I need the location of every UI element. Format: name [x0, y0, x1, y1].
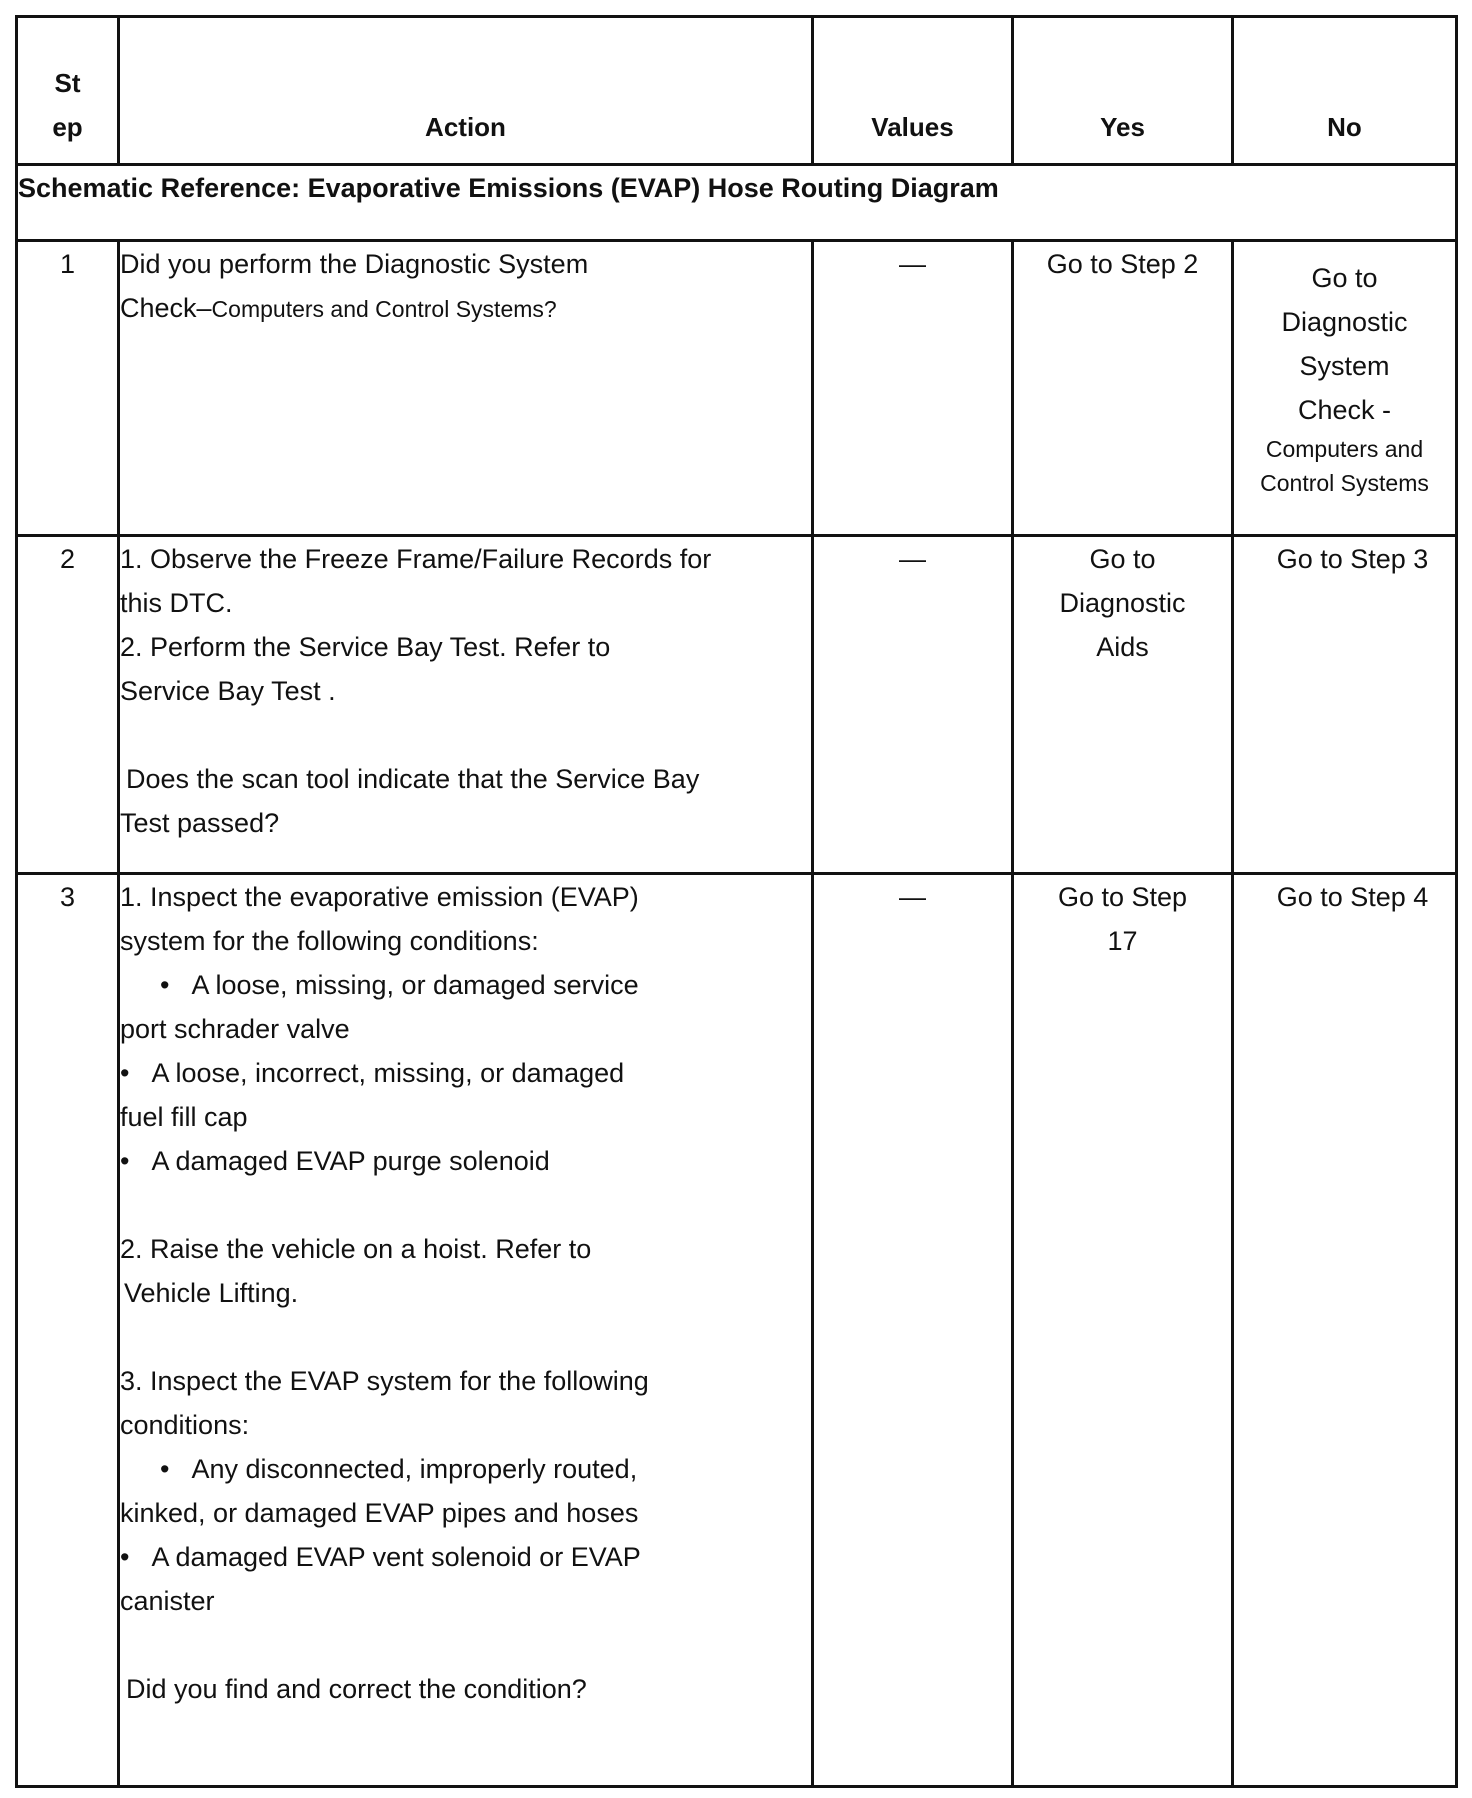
- step-number: 2: [17, 536, 119, 874]
- no-link-line[interactable]: System: [1299, 351, 1390, 381]
- step-values: —: [813, 536, 1013, 874]
- action-line: system for the following conditions:: [120, 926, 539, 956]
- header-step-part2: ep: [52, 112, 83, 142]
- table-row: [17, 241, 1457, 536]
- yes-link[interactable]: Go to Step 2: [1046, 249, 1199, 279]
- action-line: this DTC.: [120, 588, 233, 618]
- no-link-line[interactable]: Computers and: [1265, 436, 1424, 462]
- table-row: [17, 536, 1457, 874]
- action-bullet: • A loose, incorrect, missing, or damaged: [120, 1051, 811, 1095]
- action-line: [120, 286, 811, 330]
- action-link[interactable]: Computers and Control Systems?: [211, 296, 557, 322]
- spacer: [120, 1623, 811, 1667]
- step-number: 1: [17, 241, 119, 536]
- action-line: kinked, or damaged EVAP pipes and hoses: [120, 1498, 639, 1528]
- action-line: 2. Perform the Service Bay Test. Refer to: [120, 632, 611, 662]
- yes-link-line[interactable]: Go to Step: [1057, 882, 1188, 912]
- action-line: canister: [120, 1586, 215, 1616]
- header-step-part1: St: [54, 68, 81, 98]
- action-question: Did you find and correct the condition?: [126, 1674, 587, 1704]
- spacer: [120, 1315, 811, 1359]
- step-action: [119, 874, 813, 1787]
- step-action: [119, 241, 813, 536]
- step-no: [1233, 536, 1457, 874]
- action-line: 2. Raise the vehicle on a hoist. Refer to: [120, 1234, 592, 1264]
- header-step: [17, 17, 119, 165]
- no-link-line[interactable]: Check -: [1297, 395, 1392, 425]
- spacer: [120, 713, 811, 757]
- table-row: [17, 874, 1457, 1787]
- action-line: 1. Observe the Freeze Frame/Failure Records for: [120, 544, 712, 574]
- step-values: —: [813, 241, 1013, 536]
- step-yes: [1013, 536, 1233, 874]
- header-values: Values: [813, 17, 1013, 165]
- header-no: No: [1233, 17, 1457, 165]
- action-bullet: • A damaged EVAP purge solenoid: [120, 1139, 811, 1183]
- header-action: Action: [119, 17, 813, 165]
- action-link[interactable]: Service Bay Test .: [120, 676, 336, 706]
- action-line: Did you perform the Diagnostic System: [120, 249, 589, 279]
- action-line: port schrader valve: [120, 1014, 350, 1044]
- yes-link-line[interactable]: 17: [1107, 926, 1138, 956]
- step-action: [119, 536, 813, 874]
- step-values: —: [813, 874, 1013, 1787]
- step-no: [1233, 874, 1457, 1787]
- action-text: Check–: [120, 293, 212, 323]
- yes-link-line[interactable]: Diagnostic: [1059, 588, 1186, 618]
- step-yes: [1013, 241, 1233, 536]
- no-link[interactable]: Go to Step 4: [1276, 882, 1429, 912]
- step-number: 3: [17, 874, 119, 1787]
- yes-link-line[interactable]: Aids: [1096, 632, 1149, 662]
- action-line: 3. Inspect the EVAP system for the following: [120, 1366, 649, 1396]
- action-question: Does the scan tool indicate that the Service Bay: [126, 764, 700, 794]
- diagnostic-page: [15, 15, 1457, 1783]
- action-bullet: • Any disconnected, improperly routed,: [120, 1447, 811, 1491]
- step-yes: [1013, 874, 1233, 1787]
- action-bullet: • A loose, missing, or damaged service: [120, 963, 811, 1007]
- action-link[interactable]: Vehicle Lifting.: [124, 1278, 299, 1308]
- no-link-line[interactable]: Control Systems: [1260, 470, 1429, 496]
- schematic-reference: Schematic Reference: Evaporative Emissions (EVAP) Hose Routing Diagram: [17, 165, 1457, 241]
- action-line: fuel fill cap: [120, 1102, 248, 1132]
- action-line: 1. Inspect the evaporative emission (EVAP): [120, 882, 639, 912]
- step-no: [1233, 241, 1457, 536]
- yes-link-line[interactable]: Go to: [1089, 544, 1156, 574]
- no-link-line[interactable]: Go to: [1311, 263, 1378, 293]
- action-question: Test passed?: [120, 808, 280, 838]
- header-yes: Yes: [1013, 17, 1233, 165]
- action-bullet: • A damaged EVAP vent solenoid or EVAP: [120, 1535, 811, 1579]
- header-row: [17, 17, 1457, 165]
- spacer: [120, 1183, 811, 1227]
- diagnostic-table: [15, 15, 1458, 1788]
- no-link[interactable]: Go to Step 3: [1276, 544, 1429, 574]
- schematic-reference-row: [17, 165, 1457, 241]
- no-link-line[interactable]: Diagnostic: [1281, 307, 1408, 337]
- action-line: conditions:: [120, 1410, 250, 1440]
